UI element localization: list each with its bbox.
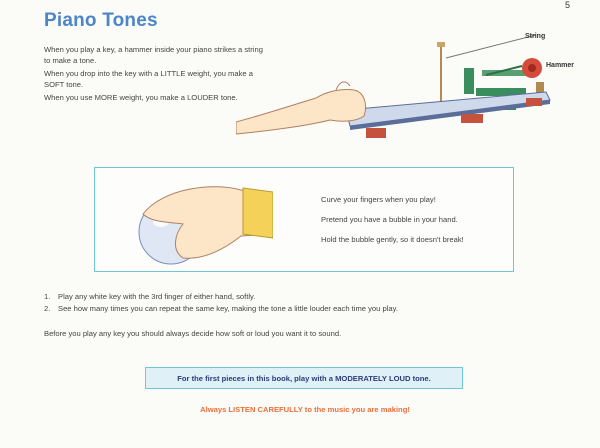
intro-line-3: When you use MORE weight, you make a LOUDER tone. (44, 93, 238, 102)
steps-list (44, 291, 564, 314)
piano-mechanism-illustration (236, 30, 576, 150)
moderate-tone-box: For the first pieces in this book, play with a MODERATELY LOUD tone. (145, 367, 463, 389)
bubble-line-2: Pretend you have a bubble in your hand. (321, 215, 458, 224)
hand-bubble-illustration (123, 174, 273, 268)
hammer-label: Hammer (546, 62, 575, 69)
bubble-tip-box (94, 167, 514, 272)
step-text: Play any white key with the 3rd finger of either hand, softly. (58, 292, 256, 301)
page-title: Piano Tones (44, 10, 158, 31)
step-item (44, 303, 564, 315)
intro-line-1: When you play a key, a hammer inside your piano strikes a string to make a tone. (44, 45, 263, 65)
page-number: 5 (564, 0, 570, 10)
step-item (44, 291, 564, 303)
listen-text: Always LISTEN CAREFULLY to the music you are making! (200, 405, 410, 414)
string-label: String (525, 33, 546, 40)
step-number: 2. (44, 303, 51, 313)
step-text: See how many times you can repeat the same key, making the tone a little louder each time you play. (58, 303, 398, 313)
intro-text (44, 45, 264, 107)
bubble-line-1: Curve your fingers when you play! (321, 195, 436, 204)
before-text: Before you play any key you should always decide how soft or loud you want it to sound. (44, 329, 342, 338)
intro-line-2: When you drop into the key with a LITTLE weight, you make a SOFT tone. (44, 69, 253, 89)
step-number: 1. (44, 292, 51, 301)
bubble-line-3: Hold the bubble gently, so it doesn't break! (321, 235, 464, 244)
bubble-text (321, 195, 511, 255)
